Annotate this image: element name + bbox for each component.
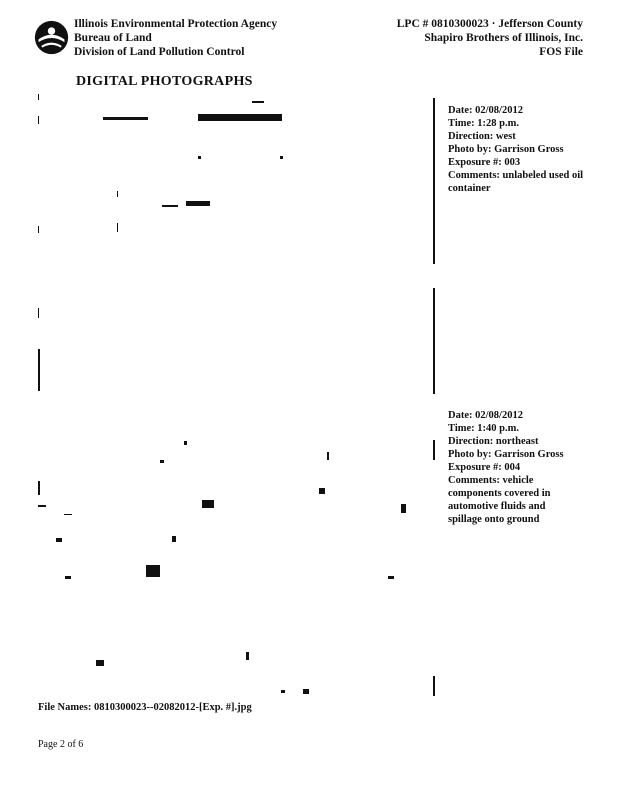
photo-1-photographer: Photo by: Garrison Gross [448,144,564,155]
agency-name: Illinois Environmental Protection Agency [74,18,278,30]
photo-2-exposure: Exposure #: 004 [448,462,521,473]
photo-2-divider-bottom [433,676,435,696]
agency-header [74,17,277,59]
photo-1-date: Date: 02/08/2012 [448,105,523,116]
photo-2-comments: Comments: vehicle components covered in automotive fluids and spillage onto ground [448,475,551,525]
illinois-epa-logo [33,19,70,56]
bureau-name: Bureau of Land [74,32,152,44]
photo-2-info [448,409,598,526]
site-name: Shapiro Brothers of Illinois, Inc. [424,32,583,44]
photo-2-photographer: Photo by: Garrison Gross [448,449,564,460]
file-type: FOS File [539,46,583,58]
photo-2-divider-top [433,288,435,394]
site-header [397,17,583,59]
lpc-number: LPC # 0810300023 · Jefferson County [396,18,583,30]
division-name: Division of Land Pollution Control [74,46,245,58]
photo-2-time: Time: 1:40 p.m. [448,423,519,434]
photo-2-divider-mid [433,440,435,460]
page-title: DIGITAL PHOTOGRAPHS [76,74,253,89]
photo-2-direction: Direction: northeast [448,436,539,447]
photo-1-time: Time: 1:28 p.m. [448,118,519,129]
page-number: Page 2 of 6 [38,739,84,750]
photo-1-divider [433,98,435,264]
photo-1-direction: Direction: west [448,131,516,142]
photo-1-info [448,104,598,195]
file-names: File Names: 0810300023--02082012-[Exp. #].jpg [38,702,252,713]
photo-1-exposure: Exposure #: 003 [448,157,521,168]
photo-1-comments: Comments: unlabeled used oil container [448,170,584,194]
photo-2-date: Date: 02/08/2012 [448,410,523,421]
